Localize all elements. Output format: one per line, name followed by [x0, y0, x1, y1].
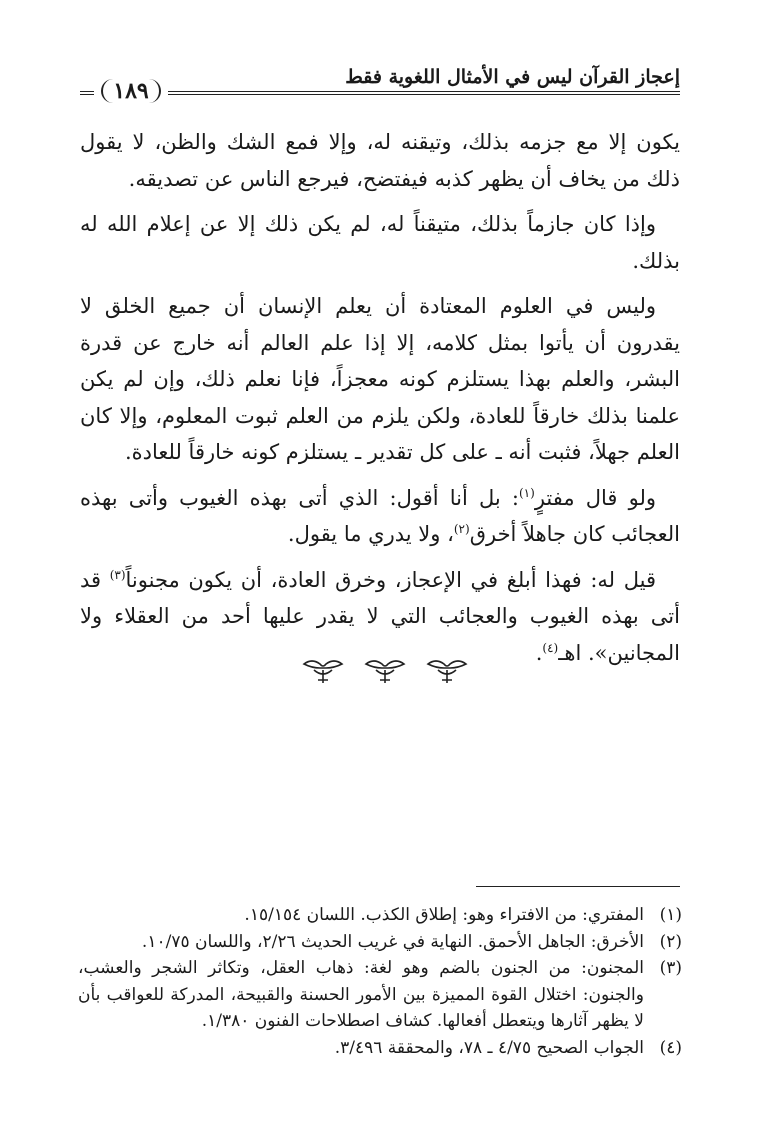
ornament-icon: [424, 656, 470, 686]
footnote-ref-3: (٣): [109, 567, 126, 582]
footnote-text: الأخرق: الجاهل الأحمق. النهاية في غريب الحديث ٢/٢٦، واللسان ١٠/٧٥.: [141, 931, 644, 952]
paragraph-5-part-c: .: [535, 640, 543, 665]
paragraph-4: [80, 480, 680, 553]
paragraph-3: وليس في العلوم المعتادة أن يعلم الإنسان أن جميع الخلق لا يقدرون أن يأتوا بمثل كلامه، إلا إذا علم العالم أنه خارج عن قدرة البشر، والعلم بهذا يستلزم كونه معجزاً، فإنا نعلم ذلك، وإن لم يكن علمنا بذلك خارقاً للعادة، ولكن يلزم من العلم ثبوت المعلوم، وإلا كان العلم جهلاً، فثبت أنه ـ على كل تقدير ـ يستلزم كونه خارقاً للعادة.: [80, 294, 680, 464]
footnote-separator: [476, 886, 680, 887]
paragraph-2: وإذا كان جازماً بذلك، متيقناً له، لم يكن ذلك إلا عن إعلام الله له بذلك.: [80, 212, 680, 273]
footnote-number: (١): [659, 905, 682, 925]
footnote-text: المجنون: من الجنون بالضم وهو لغة: ذهاب العقل، وتكاثر الشجر والعشب، والجنون: اختلال القوة المميزة بين الأمور الحسنة والقبيحة، المدركة للعواقب بأن لا يظهر آثارها ويتعطل أفعالها. كشاف اصطلاحات الفنون ١/٣٨٠.: [78, 958, 644, 1031]
running-title: إعجاز القرآن ليس في الأمثال اللغوية فقط: [345, 66, 680, 88]
footnote-text: المفتري: من الافتراء وهو: إطلاق الكذب. اللسان ١٥/١٥٤.: [244, 905, 644, 925]
paragraph-4-part-a: ولو قال مفترٍ: [534, 485, 657, 510]
footnote-item: [78, 929, 682, 956]
footnote-item: [78, 1035, 682, 1062]
paragraph-5-part-a: قيل له: فهذا أبلغ في الإعجاز، وخرق العادة، أن يكون مجنوناً: [125, 567, 656, 592]
footnote-text: الجواب الصحيح ٤/٧٥ ـ ٧٨، والمحققة ٣/٤٩٦.: [334, 1037, 644, 1058]
footnote-number: (٢): [659, 931, 682, 952]
footnotes: [78, 902, 682, 1061]
footnote-item: [78, 902, 682, 929]
footnote-ref-1: (١): [518, 485, 535, 500]
footnote-number: (٣): [659, 958, 682, 978]
main-text: [80, 124, 680, 680]
page-number: ١٨٩: [101, 79, 160, 103]
footnote-number: (٤): [659, 1037, 682, 1058]
paragraph-4-part-b: : بل أنا أقول: الذي أتى بهذه الغيوب وأتى بهذه العجائب كان جاهلاً أخرق: [80, 485, 680, 546]
paragraph-1: يكون إلا مع جزمه بذلك، وتيقنه له، وإلا فمع الشك والظن، لا يقول ذلك من يخاف أن يظهر كذبه فيفتضح، فيرجع الناس عن تصديقه.: [80, 130, 680, 191]
paragraph-5-part-b: قد أتى بهذه الغيوب والعجائب التي لا يقدر عليها أحد من العقلاء ولا المجانين». اهـ: [80, 567, 680, 665]
page-number-frame: [94, 76, 168, 106]
ornament-icon: [300, 656, 346, 686]
paragraph-4-part-c: ، ولا يدري ما يقول.: [287, 522, 454, 546]
ornament-icon: [362, 656, 408, 686]
footnote-ref-4: (٤): [542, 640, 559, 655]
footnote-ref-2: (٢): [453, 522, 470, 536]
section-ornament: [300, 654, 470, 688]
page-header: [80, 62, 680, 102]
header-rule: [80, 91, 680, 95]
footnote-item: [78, 955, 682, 1035]
